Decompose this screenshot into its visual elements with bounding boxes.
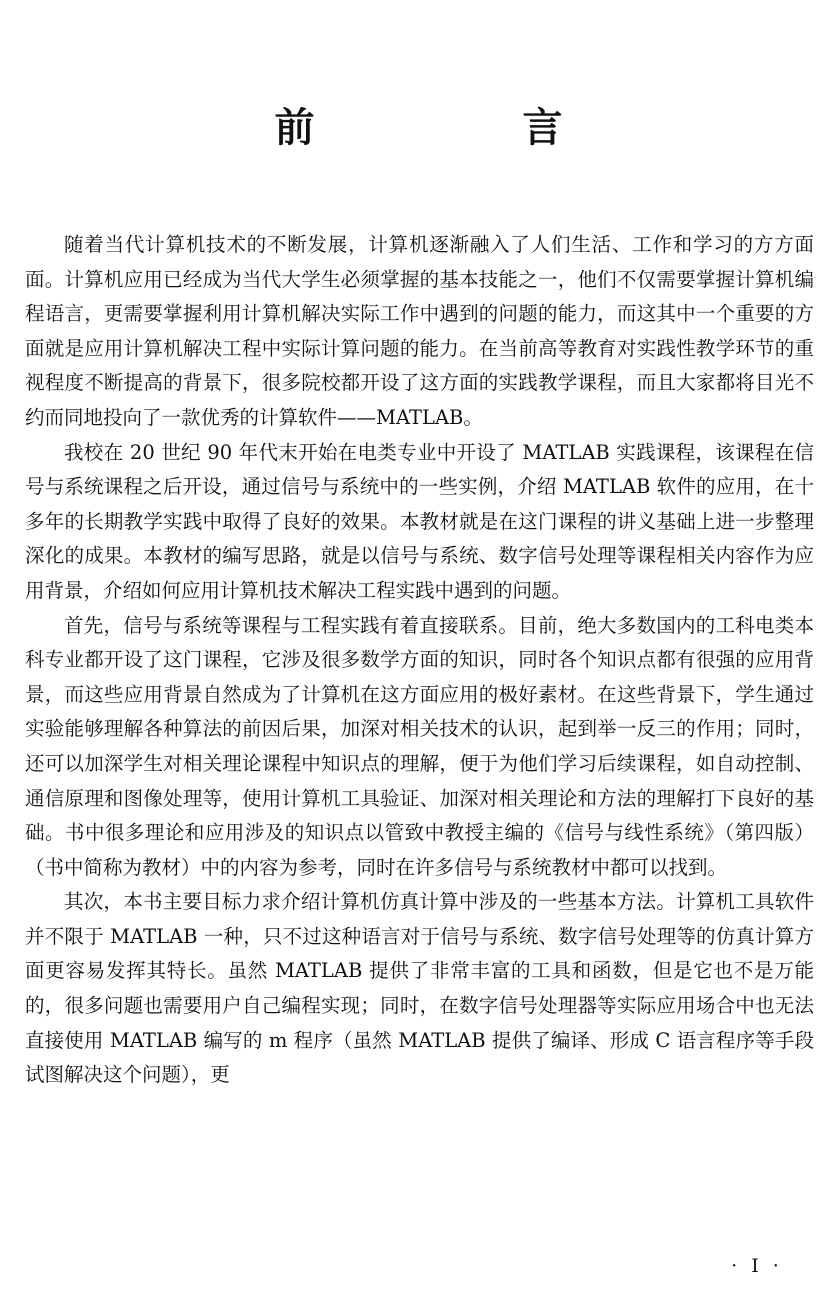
body-text — [25, 228, 814, 1093]
paragraph: 随着当代计算机技术的不断发展，计算机逐渐融入了人们生活、工作和学习的方方面面。计算机应用已经成为当代大学生必须掌握的基本技能之一，他们不仅需要掌握计算机编程语言，更需要掌握利用计算机解决实际工作中遇到的问题的能力，而这其中一个重要的方面就是应用计算机解决工程中实际计算问题的能力。在当前高等教育对实践性教学环节的重视程度不断提高的背景下，很多院校都开设了这方面的实践教学课程，而且大家都将目光不约而同地投向了一款优秀的计算软件——MATLAB。 — [25, 233, 814, 429]
page-number: · I · — [731, 1255, 783, 1277]
paragraph: 首先，信号与系统等课程与工程实践有着直接联系。目前，绝大多数国内的工科电类本科专业都开设了这门课程，它涉及很多数学方面的知识，同时各个知识点都有很强的应用背景，而这些应用背景自然成为了计算机在这方面应用的极好素材。在这些背景下，学生通过实验能够理解各种算法的前因后果，加深对相关技术的认识，起到举一反三的作用；同时，还可以加深学生对相关理论课程中知识点的理解，便于为他们学习后续课程，如自动控制、通信原理和图像处理等，使用计算机工具验证、加深对相关理论和方法的理解打下良好的基础。书中很多理论和应用涉及的知识点以管致中教授主编的《信号与线性系统》（第四版）（书中简称为教材）中的内容为参考，同时在许多信号与系统教材中都可以找到。 — [25, 613, 814, 879]
page-title: 前 言 — [274, 105, 647, 151]
paragraph: 我校在 20 世纪 90 年代末开始在电类专业中开设了 MATLAB 实践课程，该课程在信号与系统课程之后开设，通过信号与系统中的一些实例，介绍 MATLAB 软件的应用，在十多年的长期教学实践中取得了良好的效果。本教材就是在这门课程的讲义基础上进一步整理深化的成果。本教材的编写思路，就是以信号与系统、数字信号处理等课程相关内容作为应用背景，介绍如何应用计算机技术解决工程实践中遇到的问题。 — [25, 440, 814, 602]
paragraph: 其次，本书主要目标力求介绍计算机仿真计算中涉及的一些基本方法。计算机工具软件并不限于 MATLAB 一种，只不过这种语言对于信号与系统、数字信号处理等的仿真计算方面更容易发挥其特长。虽然 MATLAB 提供了非常丰富的工具和函数，但是它也不是万能的，很多问题也需要用户自己编程实现；同时，在数字信号处理器等实际应用场合中也无法直接使用 MATLAB 编写的 m 程序（虽然 MATLAB 提供了编译、形成 C 语言程序等手段试图解决这个问题），更 — [25, 890, 814, 1087]
